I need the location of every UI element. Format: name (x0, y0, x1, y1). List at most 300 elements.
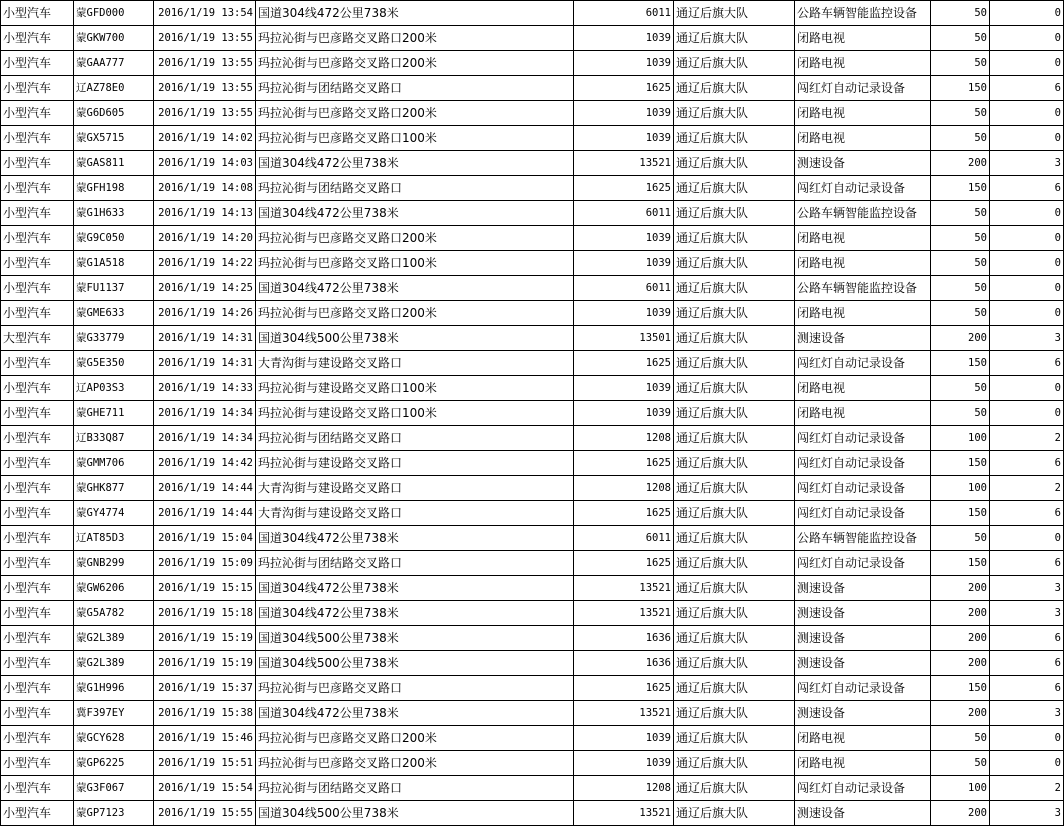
vehicle-type-cell: 小型汽车 (1, 101, 74, 126)
plate-number-cell: 蒙GMM706 (74, 451, 154, 476)
device-cell: 闯红灯自动记录设备 (795, 551, 931, 576)
unit-cell: 通辽后旗大队 (674, 176, 795, 201)
device-cell: 测速设备 (795, 576, 931, 601)
table-row (1, 426, 1064, 451)
datetime-cell: 2016/1/19 14:44 (154, 501, 256, 526)
unit-cell: 通辽后旗大队 (674, 601, 795, 626)
table-row (1, 576, 1064, 601)
datetime-cell: 2016/1/19 14:31 (154, 326, 256, 351)
location-cell: 国道304线472公里738米 (256, 576, 574, 601)
datetime-cell: 2016/1/19 13:55 (154, 26, 256, 51)
table-row (1, 501, 1064, 526)
plate-number-cell: 蒙G1H633 (74, 201, 154, 226)
location-cell: 玛拉沁街与团结路交叉路口 (256, 551, 574, 576)
code-cell: 1625 (574, 76, 674, 101)
plate-number-cell: 蒙GX5715 (74, 126, 154, 151)
location-cell: 国道304线500公里738米 (256, 651, 574, 676)
datetime-cell: 2016/1/19 14:33 (154, 376, 256, 401)
vehicle-type-cell: 小型汽车 (1, 801, 74, 826)
datetime-cell: 2016/1/19 15:37 (154, 676, 256, 701)
code-cell: 13521 (574, 701, 674, 726)
fine-cell: 50 (931, 726, 990, 751)
table-row (1, 651, 1064, 676)
unit-cell: 通辽后旗大队 (674, 26, 795, 51)
code-cell: 13501 (574, 326, 674, 351)
points-cell: 0 (990, 51, 1064, 76)
unit-cell: 通辽后旗大队 (674, 201, 795, 226)
table-row (1, 676, 1064, 701)
vehicle-type-cell: 小型汽车 (1, 76, 74, 101)
vehicle-type-cell: 小型汽车 (1, 126, 74, 151)
vehicle-type-cell: 小型汽车 (1, 401, 74, 426)
vehicle-type-cell: 小型汽车 (1, 776, 74, 801)
location-cell: 国道304线472公里738米 (256, 701, 574, 726)
device-cell: 闭路电视 (795, 101, 931, 126)
fine-cell: 50 (931, 226, 990, 251)
device-cell: 公路车辆智能监控设备 (795, 201, 931, 226)
datetime-cell: 2016/1/19 15:51 (154, 751, 256, 776)
fine-cell: 50 (931, 301, 990, 326)
table-row (1, 751, 1064, 776)
unit-cell: 通辽后旗大队 (674, 251, 795, 276)
location-cell: 国道304线472公里738米 (256, 526, 574, 551)
code-cell: 1039 (574, 101, 674, 126)
table-row (1, 726, 1064, 751)
table-row (1, 201, 1064, 226)
datetime-cell: 2016/1/19 15:46 (154, 726, 256, 751)
vehicle-type-cell: 小型汽车 (1, 701, 74, 726)
location-cell: 玛拉沁街与巴彦路交叉路口100米 (256, 126, 574, 151)
plate-number-cell: 辽B33Q87 (74, 426, 154, 451)
datetime-cell: 2016/1/19 14:25 (154, 276, 256, 301)
fine-cell: 50 (931, 26, 990, 51)
unit-cell: 通辽后旗大队 (674, 626, 795, 651)
device-cell: 测速设备 (795, 326, 931, 351)
table-row (1, 251, 1064, 276)
points-cell: 0 (990, 751, 1064, 776)
datetime-cell: 2016/1/19 14:44 (154, 476, 256, 501)
plate-number-cell: 蒙G9C050 (74, 226, 154, 251)
plate-number-cell: 蒙GHK877 (74, 476, 154, 501)
points-cell: 6 (990, 76, 1064, 101)
device-cell: 闯红灯自动记录设备 (795, 351, 931, 376)
device-cell: 闯红灯自动记录设备 (795, 476, 931, 501)
points-cell: 0 (990, 101, 1064, 126)
location-cell: 玛拉沁街与巴彦路交叉路口200米 (256, 26, 574, 51)
unit-cell: 通辽后旗大队 (674, 76, 795, 101)
table-row (1, 601, 1064, 626)
device-cell: 测速设备 (795, 801, 931, 826)
code-cell: 1039 (574, 51, 674, 76)
table-row (1, 776, 1064, 801)
plate-number-cell: 蒙GAS811 (74, 151, 154, 176)
fine-cell: 50 (931, 401, 990, 426)
datetime-cell: 2016/1/19 13:54 (154, 1, 256, 26)
device-cell: 公路车辆智能监控设备 (795, 1, 931, 26)
code-cell: 1039 (574, 301, 674, 326)
device-cell: 测速设备 (795, 151, 931, 176)
unit-cell: 通辽后旗大队 (674, 226, 795, 251)
points-cell: 6 (990, 676, 1064, 701)
vehicle-type-cell: 小型汽车 (1, 526, 74, 551)
fine-cell: 200 (931, 651, 990, 676)
table-row (1, 376, 1064, 401)
table-row (1, 626, 1064, 651)
location-cell: 玛拉沁街与巴彦路交叉路口200米 (256, 51, 574, 76)
code-cell: 6011 (574, 201, 674, 226)
points-cell: 0 (990, 126, 1064, 151)
unit-cell: 通辽后旗大队 (674, 551, 795, 576)
fine-cell: 150 (931, 351, 990, 376)
points-cell: 3 (990, 326, 1064, 351)
table-row (1, 526, 1064, 551)
datetime-cell: 2016/1/19 13:55 (154, 76, 256, 101)
table-row (1, 551, 1064, 576)
device-cell: 闭路电视 (795, 126, 931, 151)
plate-number-cell: 蒙G2L389 (74, 651, 154, 676)
unit-cell: 通辽后旗大队 (674, 701, 795, 726)
points-cell: 0 (990, 376, 1064, 401)
points-cell: 6 (990, 176, 1064, 201)
fine-cell: 150 (931, 451, 990, 476)
device-cell: 公路车辆智能监控设备 (795, 276, 931, 301)
points-cell: 6 (990, 626, 1064, 651)
datetime-cell: 2016/1/19 14:08 (154, 176, 256, 201)
location-cell: 玛拉沁街与建设路交叉路口100米 (256, 401, 574, 426)
location-cell: 玛拉沁街与团结路交叉路口 (256, 76, 574, 101)
code-cell: 1636 (574, 651, 674, 676)
code-cell: 1208 (574, 476, 674, 501)
unit-cell: 通辽后旗大队 (674, 276, 795, 301)
location-cell: 国道304线500公里738米 (256, 626, 574, 651)
datetime-cell: 2016/1/19 13:55 (154, 101, 256, 126)
fine-cell: 50 (931, 276, 990, 301)
code-cell: 1039 (574, 401, 674, 426)
points-cell: 2 (990, 426, 1064, 451)
points-cell: 0 (990, 251, 1064, 276)
points-cell: 2 (990, 476, 1064, 501)
datetime-cell: 2016/1/19 15:04 (154, 526, 256, 551)
fine-cell: 50 (931, 751, 990, 776)
datetime-cell: 2016/1/19 15:55 (154, 801, 256, 826)
plate-number-cell: 辽AZ78E0 (74, 76, 154, 101)
table-row (1, 1, 1064, 26)
fine-cell: 150 (931, 676, 990, 701)
vehicle-type-cell: 小型汽车 (1, 226, 74, 251)
plate-number-cell: 蒙GFD000 (74, 1, 154, 26)
table-row (1, 226, 1064, 251)
device-cell: 闭路电视 (795, 226, 931, 251)
device-cell: 闯红灯自动记录设备 (795, 776, 931, 801)
location-cell: 玛拉沁街与巴彦路交叉路口200米 (256, 101, 574, 126)
unit-cell: 通辽后旗大队 (674, 301, 795, 326)
code-cell: 1625 (574, 551, 674, 576)
plate-number-cell: 蒙G6D605 (74, 101, 154, 126)
table-row (1, 476, 1064, 501)
points-cell: 0 (990, 26, 1064, 51)
vehicle-type-cell: 小型汽车 (1, 426, 74, 451)
plate-number-cell: 蒙GAA777 (74, 51, 154, 76)
device-cell: 闭路电视 (795, 51, 931, 76)
datetime-cell: 2016/1/19 15:19 (154, 626, 256, 651)
datetime-cell: 2016/1/19 14:13 (154, 201, 256, 226)
points-cell: 2 (990, 776, 1064, 801)
plate-number-cell: 冀F397EY (74, 701, 154, 726)
fine-cell: 200 (931, 576, 990, 601)
points-cell: 3 (990, 151, 1064, 176)
datetime-cell: 2016/1/19 14:22 (154, 251, 256, 276)
points-cell: 3 (990, 601, 1064, 626)
plate-number-cell: 蒙G5E350 (74, 351, 154, 376)
plate-number-cell: 蒙GY4774 (74, 501, 154, 526)
datetime-cell: 2016/1/19 14:42 (154, 451, 256, 476)
device-cell: 闯红灯自动记录设备 (795, 676, 931, 701)
fine-cell: 50 (931, 201, 990, 226)
vehicle-type-cell: 小型汽车 (1, 176, 74, 201)
vehicle-type-cell: 小型汽车 (1, 251, 74, 276)
points-cell: 3 (990, 576, 1064, 601)
vehicle-type-cell: 小型汽车 (1, 51, 74, 76)
location-cell: 玛拉沁街与建设路交叉路口 (256, 451, 574, 476)
fine-cell: 50 (931, 526, 990, 551)
device-cell: 闭路电视 (795, 401, 931, 426)
vehicle-type-cell: 小型汽车 (1, 476, 74, 501)
code-cell: 1039 (574, 251, 674, 276)
fine-cell: 200 (931, 151, 990, 176)
fine-cell: 50 (931, 1, 990, 26)
code-cell: 1208 (574, 776, 674, 801)
points-cell: 0 (990, 201, 1064, 226)
code-cell: 1625 (574, 351, 674, 376)
vehicle-type-cell: 小型汽车 (1, 201, 74, 226)
unit-cell: 通辽后旗大队 (674, 426, 795, 451)
location-cell: 玛拉沁街与建设路交叉路口100米 (256, 376, 574, 401)
device-cell: 测速设备 (795, 651, 931, 676)
location-cell: 大青沟街与建设路交叉路口 (256, 501, 574, 526)
location-cell: 玛拉沁街与巴彦路交叉路口200米 (256, 726, 574, 751)
fine-cell: 200 (931, 701, 990, 726)
points-cell: 0 (990, 526, 1064, 551)
location-cell: 国道304线500公里738米 (256, 801, 574, 826)
plate-number-cell: 蒙G33779 (74, 326, 154, 351)
code-cell: 6011 (574, 276, 674, 301)
vehicle-type-cell: 小型汽车 (1, 651, 74, 676)
fine-cell: 150 (931, 501, 990, 526)
plate-number-cell: 蒙G3F067 (74, 776, 154, 801)
fine-cell: 100 (931, 476, 990, 501)
vehicle-type-cell: 小型汽车 (1, 626, 74, 651)
datetime-cell: 2016/1/19 15:54 (154, 776, 256, 801)
fine-cell: 150 (931, 76, 990, 101)
vehicle-type-cell: 小型汽车 (1, 501, 74, 526)
plate-number-cell: 蒙GME633 (74, 301, 154, 326)
table-row (1, 276, 1064, 301)
location-cell: 大青沟街与建设路交叉路口 (256, 476, 574, 501)
code-cell: 1636 (574, 626, 674, 651)
fine-cell: 200 (931, 326, 990, 351)
unit-cell: 通辽后旗大队 (674, 651, 795, 676)
plate-number-cell: 蒙GCY628 (74, 726, 154, 751)
device-cell: 闭路电视 (795, 251, 931, 276)
vehicle-type-cell: 小型汽车 (1, 276, 74, 301)
unit-cell: 通辽后旗大队 (674, 526, 795, 551)
datetime-cell: 2016/1/19 15:18 (154, 601, 256, 626)
points-cell: 6 (990, 651, 1064, 676)
location-cell: 大青沟街与建设路交叉路口 (256, 351, 574, 376)
fine-cell: 200 (931, 626, 990, 651)
fine-cell: 200 (931, 801, 990, 826)
fine-cell: 50 (931, 126, 990, 151)
plate-number-cell: 蒙FU1137 (74, 276, 154, 301)
code-cell: 1208 (574, 426, 674, 451)
datetime-cell: 2016/1/19 14:31 (154, 351, 256, 376)
location-cell: 玛拉沁街与巴彦路交叉路口200米 (256, 301, 574, 326)
points-cell: 6 (990, 351, 1064, 376)
code-cell: 1625 (574, 176, 674, 201)
device-cell: 公路车辆智能监控设备 (795, 526, 931, 551)
table-row (1, 351, 1064, 376)
table-row (1, 126, 1064, 151)
plate-number-cell: 辽AP03S3 (74, 376, 154, 401)
points-cell: 0 (990, 1, 1064, 26)
vehicle-type-cell: 小型汽车 (1, 751, 74, 776)
vehicle-type-cell: 小型汽车 (1, 451, 74, 476)
code-cell: 6011 (574, 526, 674, 551)
points-cell: 0 (990, 301, 1064, 326)
plate-number-cell: 蒙GP7123 (74, 801, 154, 826)
table-row (1, 451, 1064, 476)
code-cell: 1625 (574, 501, 674, 526)
device-cell: 闭路电视 (795, 26, 931, 51)
datetime-cell: 2016/1/19 15:19 (154, 651, 256, 676)
unit-cell: 通辽后旗大队 (674, 376, 795, 401)
code-cell: 1039 (574, 751, 674, 776)
device-cell: 测速设备 (795, 626, 931, 651)
datetime-cell: 2016/1/19 14:34 (154, 401, 256, 426)
vehicle-type-cell: 小型汽车 (1, 551, 74, 576)
device-cell: 闯红灯自动记录设备 (795, 176, 931, 201)
fine-cell: 50 (931, 101, 990, 126)
fine-cell: 150 (931, 176, 990, 201)
device-cell: 测速设备 (795, 701, 931, 726)
location-cell: 玛拉沁街与团结路交叉路口 (256, 176, 574, 201)
device-cell: 闭路电视 (795, 726, 931, 751)
code-cell: 13521 (574, 576, 674, 601)
points-cell: 3 (990, 701, 1064, 726)
location-cell: 国道304线472公里738米 (256, 276, 574, 301)
table-row (1, 26, 1064, 51)
table-row (1, 301, 1064, 326)
table-row (1, 801, 1064, 826)
datetime-cell: 2016/1/19 15:15 (154, 576, 256, 601)
code-cell: 1039 (574, 376, 674, 401)
code-cell: 1625 (574, 451, 674, 476)
plate-number-cell: 蒙GHE711 (74, 401, 154, 426)
unit-cell: 通辽后旗大队 (674, 101, 795, 126)
code-cell: 1039 (574, 226, 674, 251)
unit-cell: 通辽后旗大队 (674, 51, 795, 76)
vehicle-type-cell: 大型汽车 (1, 326, 74, 351)
unit-cell: 通辽后旗大队 (674, 726, 795, 751)
device-cell: 闯红灯自动记录设备 (795, 501, 931, 526)
datetime-cell: 2016/1/19 13:55 (154, 51, 256, 76)
points-cell: 6 (990, 501, 1064, 526)
fine-cell: 50 (931, 251, 990, 276)
table-row (1, 401, 1064, 426)
device-cell: 闯红灯自动记录设备 (795, 76, 931, 101)
datetime-cell: 2016/1/19 15:09 (154, 551, 256, 576)
table-row (1, 76, 1064, 101)
table-row (1, 701, 1064, 726)
fine-cell: 100 (931, 776, 990, 801)
device-cell: 闭路电视 (795, 751, 931, 776)
unit-cell: 通辽后旗大队 (674, 676, 795, 701)
unit-cell: 通辽后旗大队 (674, 326, 795, 351)
unit-cell: 通辽后旗大队 (674, 151, 795, 176)
fine-cell: 100 (931, 426, 990, 451)
location-cell: 玛拉沁街与巴彦路交叉路口 (256, 676, 574, 701)
vehicle-type-cell: 小型汽车 (1, 601, 74, 626)
plate-number-cell: 蒙GP6225 (74, 751, 154, 776)
vehicle-type-cell: 小型汽车 (1, 351, 74, 376)
plate-number-cell: 蒙GFH198 (74, 176, 154, 201)
vehicle-type-cell: 小型汽车 (1, 726, 74, 751)
fine-cell: 150 (931, 551, 990, 576)
table-row (1, 51, 1064, 76)
vehicle-type-cell: 小型汽车 (1, 151, 74, 176)
location-cell: 玛拉沁街与团结路交叉路口 (256, 776, 574, 801)
location-cell: 国道304线472公里738米 (256, 601, 574, 626)
location-cell: 国道304线472公里738米 (256, 151, 574, 176)
device-cell: 闯红灯自动记录设备 (795, 451, 931, 476)
code-cell: 1039 (574, 26, 674, 51)
code-cell: 13521 (574, 801, 674, 826)
unit-cell: 通辽后旗大队 (674, 751, 795, 776)
code-cell: 1039 (574, 126, 674, 151)
plate-number-cell: 辽AT85D3 (74, 526, 154, 551)
table-row (1, 101, 1064, 126)
unit-cell: 通辽后旗大队 (674, 451, 795, 476)
vehicle-type-cell: 小型汽车 (1, 676, 74, 701)
table-body (1, 1, 1064, 826)
unit-cell: 通辽后旗大队 (674, 501, 795, 526)
unit-cell: 通辽后旗大队 (674, 476, 795, 501)
fine-cell: 200 (931, 601, 990, 626)
datetime-cell: 2016/1/19 14:20 (154, 226, 256, 251)
points-cell: 0 (990, 401, 1064, 426)
vehicle-type-cell: 小型汽车 (1, 26, 74, 51)
code-cell: 1625 (574, 676, 674, 701)
unit-cell: 通辽后旗大队 (674, 776, 795, 801)
code-cell: 1039 (574, 726, 674, 751)
datetime-cell: 2016/1/19 14:03 (154, 151, 256, 176)
unit-cell: 通辽后旗大队 (674, 126, 795, 151)
device-cell: 闭路电视 (795, 301, 931, 326)
device-cell: 闯红灯自动记录设备 (795, 426, 931, 451)
plate-number-cell: 蒙G1H996 (74, 676, 154, 701)
datetime-cell: 2016/1/19 14:02 (154, 126, 256, 151)
datetime-cell: 2016/1/19 14:34 (154, 426, 256, 451)
code-cell: 6011 (574, 1, 674, 26)
table-row (1, 326, 1064, 351)
datetime-cell: 2016/1/19 15:38 (154, 701, 256, 726)
fine-cell: 50 (931, 51, 990, 76)
code-cell: 13521 (574, 151, 674, 176)
vehicle-type-cell: 小型汽车 (1, 376, 74, 401)
datetime-cell: 2016/1/19 14:26 (154, 301, 256, 326)
plate-number-cell: 蒙GW6206 (74, 576, 154, 601)
location-cell: 国道304线500公里738米 (256, 326, 574, 351)
